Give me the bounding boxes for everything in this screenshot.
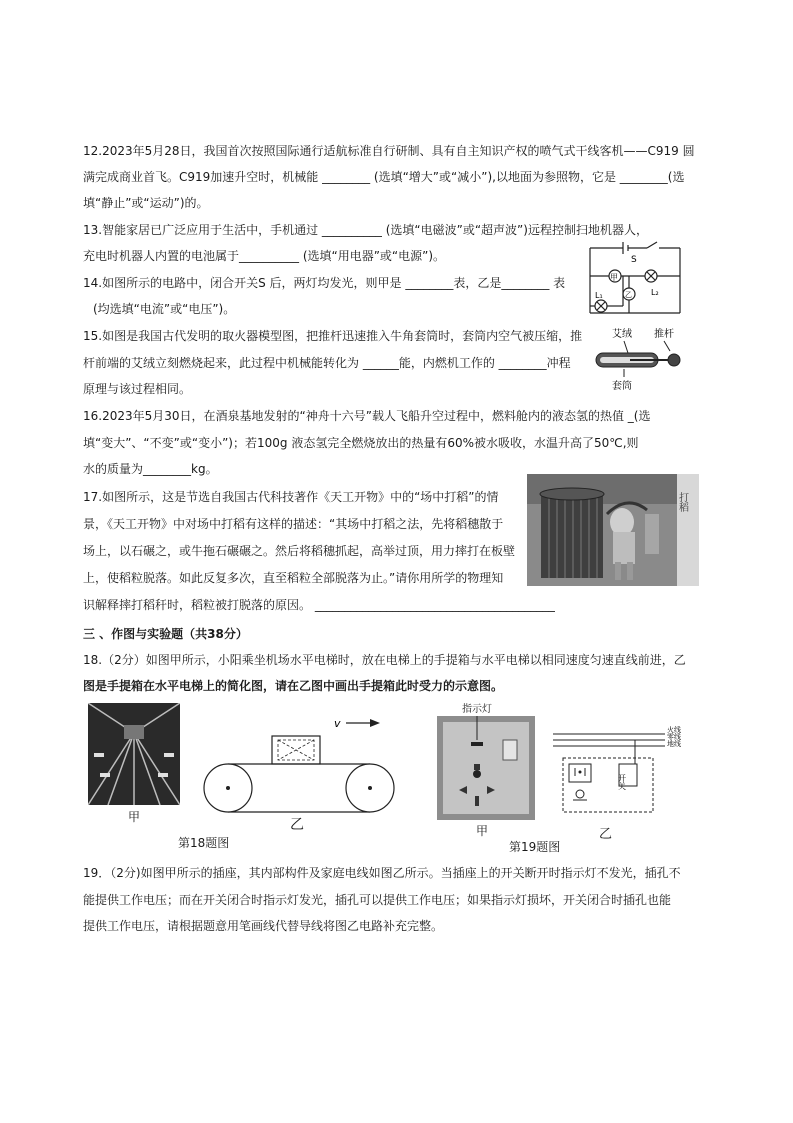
q17-line3: 场上，以石碾之，或牛拖石碾碾之。然后将稻穗抓起，高举过顶，用力摔打在板壁 xyxy=(83,544,516,558)
q19-neutral-wire-label: 零线 xyxy=(667,733,681,741)
q18-velocity-label: v xyxy=(334,717,341,730)
q16-line2: 填“变大”、“不变”或“变小”)；若100g 液态氢完全燃烧放出的热量有60%被水吸收，水温升高了50℃,则 xyxy=(83,436,639,450)
q19-caption: 第19题图 xyxy=(509,840,561,854)
q19-live-wire-label: 火线 xyxy=(667,726,681,734)
q15-line2: 杆前端的艾绒立刻燃烧起来，此过程中机械能转化为 ______能，内燃机工作的 ________冲程 xyxy=(83,356,571,370)
q14-jia-label: 甲 xyxy=(610,273,618,282)
q15-airong-label: 艾绒 xyxy=(612,329,632,340)
q19-line2: 能提供工作电压；而在开关闭合时指示灯发光，插孔可以提供工作电压；如果指示灯损坏，开关闭合时插孔也能 xyxy=(83,893,672,907)
q15-taotong-label: 套筒 xyxy=(612,381,632,392)
q12-line2: 满完成商业首飞。C919加速升空时，机械能 ________ (选填“增大”或“减小”),以地面为参照物，它是 ________(选 xyxy=(83,170,685,184)
q14-line1: 14.如图所示的电路中，闭合开关S 后，两灯均发光，则甲是 ________表，乙是________ 表 xyxy=(83,276,566,290)
section-3-heading: 三 、作图与实验题（共38分） xyxy=(83,627,248,641)
q18-line2: 图是手提箱在水平电梯上的简化图，请在乙图中画出手提箱此时受力的示意图。 xyxy=(83,679,504,693)
q19-line1: 19．（2分)如图甲所示的插座，其内部构件及家庭电线如图乙所示。当插座上的开关断开时指示灯不发光，插孔不 xyxy=(83,866,681,880)
q16-line3: 水的质量为________kg。 xyxy=(83,462,218,476)
q17-threshing-illustration xyxy=(527,474,699,586)
q14-line2: (均选填“电流”或“电压”)。 xyxy=(93,302,236,316)
q12-line1: 12.2023年5月28日，我国首次按照国际通行适航标准自行研制、具有自主知识产权的喷气式干线客机——C919 圆 xyxy=(83,144,695,158)
q18-jia-label: 甲 xyxy=(128,810,141,824)
q19-wiring-diagram xyxy=(553,724,683,820)
q13-line2: 充电时机器人内置的电池属于__________ (选填“用电器”或“电源”)。 xyxy=(83,249,446,263)
q15-line3: 原理与该过程相同。 xyxy=(83,382,192,396)
q14-l1-label: L₁ xyxy=(595,291,603,300)
q12-line3: 填“静止”或“运动”)的。 xyxy=(83,196,209,210)
q17-image-chars: 打稻 xyxy=(676,492,688,512)
q18-yi-label: 乙 xyxy=(290,817,304,833)
q19-socket-photo xyxy=(437,716,535,820)
q17-line4: 上，使稻粒脱落。如此反复多次，直至稻粒全部脱落为止。”请你用所学的物理知 xyxy=(83,571,504,585)
q19-line3: 提供工作电压，请根据题意用笔画线代替导线将图乙电路补充完整。 xyxy=(83,919,444,933)
q18-walkway-photo xyxy=(88,703,180,805)
q15-line1: 15.如图是我国古代发明的取火器模型图，把推杆迅速推入牛角套筒时，套筒内空气被压缩，推 xyxy=(83,329,583,343)
q13-line1: 13.智能家居已广泛应用于生活中，手机通过 __________ (选填“电磁波”或“超声波”)远程控制扫地机器人， xyxy=(83,223,648,237)
q14-switch-label: S xyxy=(631,255,637,265)
q19-switch-label: 开关 xyxy=(617,774,627,790)
q19-yi-label: 乙 xyxy=(599,827,613,842)
q14-yi-label: 乙 xyxy=(625,291,632,299)
q17-line1: 17.如图所示，这是节选自我国古代科技著作《天工开物》中的“场中打稻”的情 xyxy=(83,490,499,504)
q14-circuit-figure xyxy=(585,238,685,322)
q16-line1: 16.2023年5月30日，在酒泉基地发射的“神舟十六号”载人飞船升空过程中，燃料舱内的液态氢的热值 _(选 xyxy=(83,409,651,423)
q15-fire-piston-figure xyxy=(590,325,690,397)
q18-line1: 18.（2分）如图甲所示，小阳乘坐机场水平电梯时，放在电梯上的手提箱与水平电梯以相同速度匀速直线前进，乙 xyxy=(83,653,686,667)
q18-caption: 第18题图 xyxy=(178,836,230,850)
q14-l2-label: L₂ xyxy=(651,288,659,297)
q15-tuigan-label: 推杆 xyxy=(654,329,674,340)
q18-conveyor-diagram xyxy=(200,712,400,816)
q17-line5: 识解释摔打稻秆时，稻粒被打脱落的原因。 ________________________________________ xyxy=(83,598,555,612)
q19-indicator-label: 指示灯 xyxy=(462,704,492,715)
q19-jia-label: 甲 xyxy=(476,824,489,838)
q17-line2: 景，《天工开物》中对场中打稻有这样的描述：“其场中打稻之法，先将稻穗散于 xyxy=(83,517,504,531)
q19-ground-wire-label: 地线 xyxy=(667,740,681,748)
